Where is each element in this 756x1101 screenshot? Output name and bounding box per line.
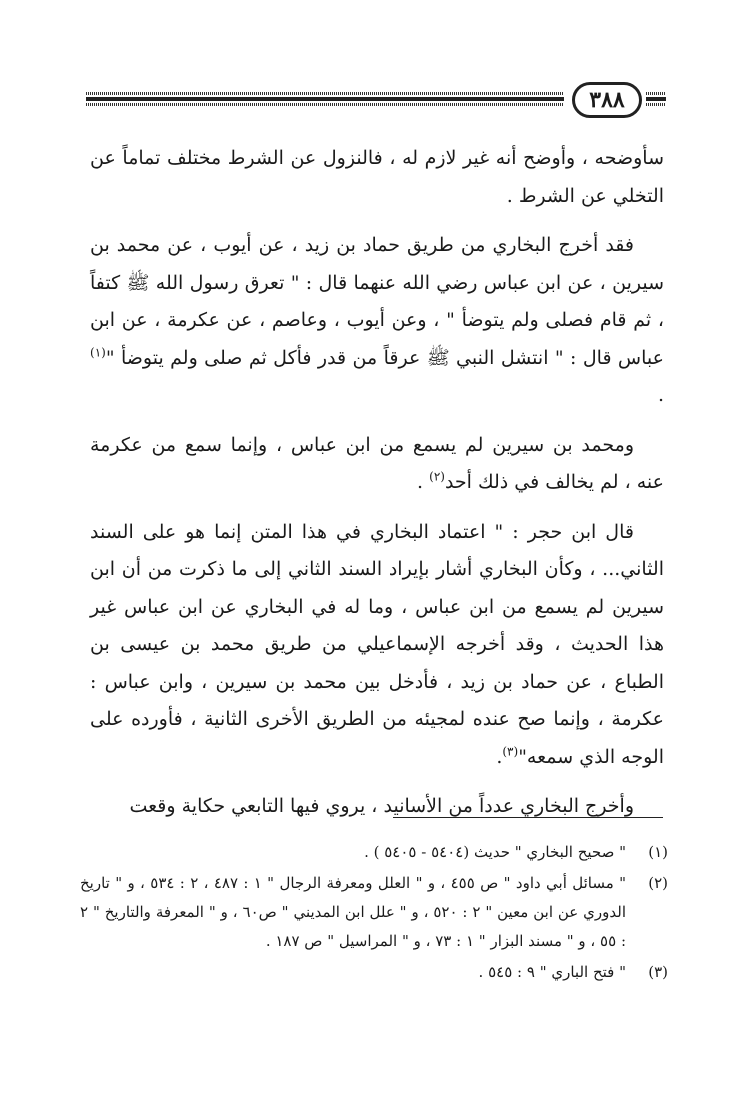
footnote-text: " صحيح البخاري " حديث (٥٤٠٤ - ٥٤٠٥ ) . (364, 843, 626, 861)
paragraph-5: وأخرج البخاري عدداً من الأسانيد ، يروي فيها التابعي حكاية وقعت (129, 795, 634, 817)
footnote-ref-1: (١) (90, 345, 106, 360)
footnote-item (80, 958, 668, 987)
paragraph-2-text: فقد أخرج البخاري من طريق حماد بن زيد ، عن أيوب ، عن محمد بن سيرين ، عن ابن عباس رضي الله عنهما قال : " تعرق رسول الله ﷺ كتفاً ، ثم قام فصلى ولم يتوضأ " ، وعن أيوب ، وعاصم ، عن عكرمة ، عن ابن عباس قال : " انتشل النبي ﷺ عرقاً من قدر فأكل ثم صلى ولم يتوضأ " (90, 234, 664, 369)
footnote-text: " فتح الباري " ٩ : ٥٤٥ . (478, 963, 626, 981)
footnote-ref-3: (٣) (502, 744, 519, 759)
page-header (86, 82, 666, 122)
paragraph-4 (90, 514, 664, 777)
footnote-ref-2: (٢) (429, 469, 445, 484)
paragraph-3-tail: . (417, 471, 430, 493)
header-rule-right (646, 92, 666, 108)
page-number: ٣٨٨ (572, 82, 642, 118)
main-text (90, 140, 664, 826)
footnote-number: (٢) (648, 874, 668, 892)
paragraph-1: سأوضحه ، وأوضح أنه غير لازم له ، فالنزول عن الشرط مختلف تماماً عن التخلي عن الشرط . (90, 147, 664, 207)
footnote-item (80, 869, 668, 956)
footnote-item (80, 838, 668, 867)
header-rule-left (86, 92, 564, 108)
paragraph-4-tail: . (496, 745, 503, 768)
footnote-number: (٣) (648, 963, 668, 981)
paragraph-4-text: قال ابن حجر : " اعتماد البخاري في هذا المتن إنما هو على السند الثاني... ، وكأن البخاري أشار بإيراد السند الثاني إلى ما ذكرت من أن ابن سيرين لم يسمع من ابن عباس ، وما له في البخاري عن ابن عباس غير هذا الحديث ، وقد أخرجه الإسماعيلي من طريق محمد بن عيسى بن الطباع ، عن حماد بن زيد ، فأدخل بين محمد بن سيرين ، وابن عباس : عكرمة ، وإنما صح عنده لمجيئه من الطريق الأخرى الثانية ، فأورده على الوجه الذي سمعه" (90, 520, 664, 768)
footnote-text: " مسائل أبي داود " ص ٤٥٥ ، و " العلل ومعرفة الرجال " ١ : ٤٨٧ ، ٢ : ٥٣٤ ، و " تاريخ الدوري عن ابن معين " ٢ : ٥٢٠ ، و " علل ابن المديني " ص٦٠ ، و " المعرفة والتاريخ " ٢ : ٥٥ ، و " مسند البزار " ١ : ٧٣ ، و " المراسيل " ص ١٨٧ . (80, 874, 626, 950)
paragraph-2 (90, 227, 664, 415)
footnotes (80, 838, 668, 989)
paragraph-3-text: ومحمد بن سيرين لم يسمع من ابن عباس ، وإنما سمع من عكرمة عنه ، لم يخالف في ذلك أحد (90, 433, 664, 493)
footnote-number: (١) (648, 843, 668, 861)
paragraph-2-tail: . (657, 384, 664, 406)
paragraph-3 (90, 427, 664, 502)
footnote-separator (393, 817, 663, 818)
